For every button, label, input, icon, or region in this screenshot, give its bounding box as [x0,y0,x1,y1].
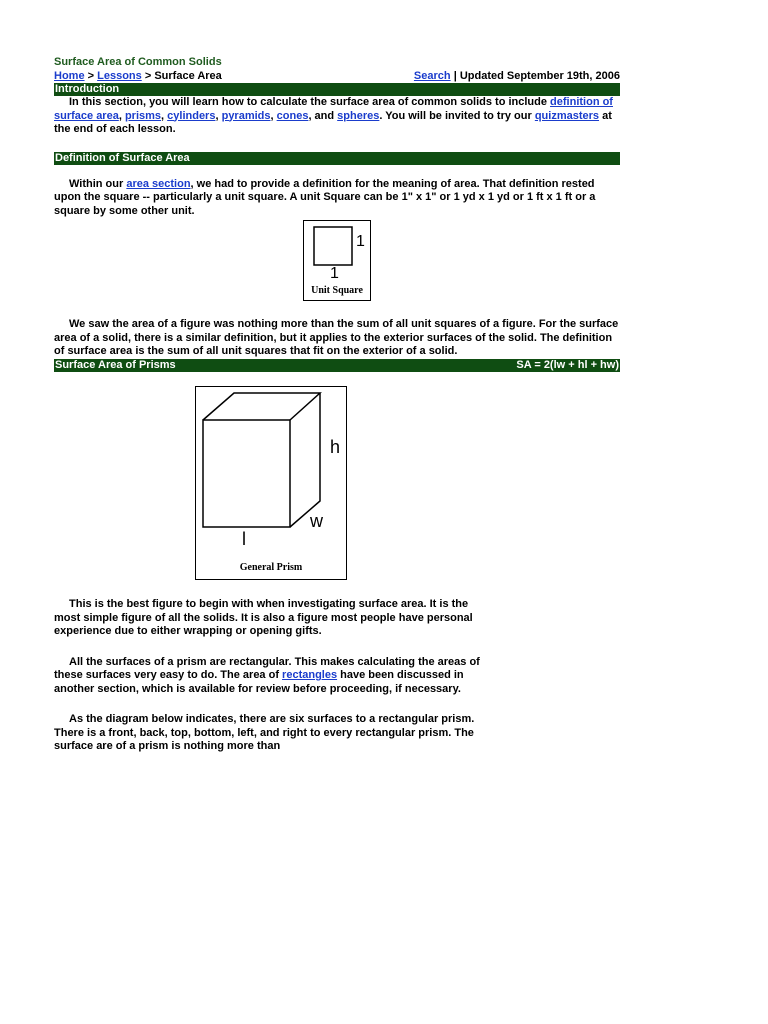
page-title: Surface Area of Common Solids [54,56,222,68]
nav-row [54,69,620,83]
introduction-heading-text: Introduction [55,83,120,95]
breadcrumb-separator: > [87,70,95,82]
prism-side-face [290,393,320,527]
definition-text: Within our [69,177,127,190]
search-updated [414,69,620,83]
pyramids-link[interactable]: pyramids [221,109,271,122]
breadcrumb-separator: > [144,70,152,82]
intro-text: at the end of each lesson. [54,109,612,135]
prism-paragraph-2 [54,656,488,697]
prism-height-label: h [330,437,341,457]
prism-formula: SA = 2(lw + hl + hw) [516,358,619,371]
comma-and: , and [308,109,338,122]
comma: , [270,109,277,122]
prism-caption: General Prism [239,562,303,573]
rectangles-link[interactable]: rectangles [282,669,338,681]
unit-square-figure [303,220,371,301]
breadcrumb [54,69,222,83]
definition-text: , we had to provide a definition for the meaning of area. That definition rested upon the square -- particularly a unit square. A unit Square can be 1" x 1" or 1 yd x 1 yd or 1 ft x 1 ft or a square by some other unit. [54,177,596,217]
breadcrumb-lessons-link[interactable]: Lessons [97,70,142,82]
cylinders-link[interactable]: cylinders [167,109,216,122]
prism-front-face [203,420,290,527]
prism-length-label: l [242,529,246,549]
definition-paragraph-2: We saw the area of a figure was nothing more than the sum of all unit squares of a figure. For the surface area of a solid, there is a similar definition, but it applies to the exterior surfaces of the solid. The definition of surface area is the sum of all unit squares that fit on the exterior of a solid. [54,318,619,357]
unit-square-side-label: 1 [356,233,365,250]
prism-text: All the surfaces of a prism are rectangular. This makes calculating the areas of these surfaces very easy to do. The area of [54,655,480,681]
comma: , [118,109,125,122]
unit-square-bottom-label: 1 [330,265,339,282]
unit-square-caption: Unit Square [311,285,363,296]
intro-text: In this section, you will learn how to calculate the surface area of common solids to include [69,96,551,108]
prism-paragraphs [54,598,488,754]
general-prism-figure [195,386,347,580]
definition-heading-text: Definition of Surface Area [55,151,190,164]
prisms-link[interactable]: prisms [124,109,162,122]
definition-link[interactable]: definition of surface area [54,96,613,122]
search-link[interactable]: Search [413,70,451,82]
page-content [54,56,620,218]
comma: , [215,109,222,122]
breadcrumb-current: Surface Area [154,70,222,82]
definition-paragraph-2-wrap [54,318,620,372]
prism-paragraph-1: This is the best figure to begin with when investigating surface area. It is the most simple figure of all the solids. It is also a figure most people have personal experience due to either wrapping or opening gifts. [54,598,473,637]
section-heading-prisms [54,359,620,372]
definition-paragraph-1 [54,178,620,219]
prism-text: have been discussed in another section, which is available for review before proceeding, if necessary. [54,669,464,695]
section-heading-introduction [54,83,620,96]
cones-link[interactable]: cones [276,109,309,122]
prisms-heading-text: Surface Area of Prisms [55,358,176,371]
prism-width-label: w [310,511,323,531]
prism-diagram [196,387,346,579]
breadcrumb-home-link[interactable]: Home [54,70,85,82]
intro-paragraph [54,96,620,137]
intro-text: . You will be invited to try our [379,109,535,122]
area-section-link[interactable]: area section [126,177,191,190]
spheres-link[interactable]: spheres [337,109,380,122]
comma: , [161,109,168,122]
quizmasters-link[interactable]: quizmasters [534,109,600,122]
prism-paragraph-3: As the diagram below indicates, there are six surfaces to a rectangular prism. There is a front, back, top, bottom, left, and right to every rectangular prism. The surface are of a prism is nothing more than [54,713,475,752]
section-heading-definition [54,152,620,165]
updated-date: | Updated September 19th, 2006 [453,70,620,82]
prism-top-face [203,393,320,420]
unit-square-shape [314,227,352,265]
